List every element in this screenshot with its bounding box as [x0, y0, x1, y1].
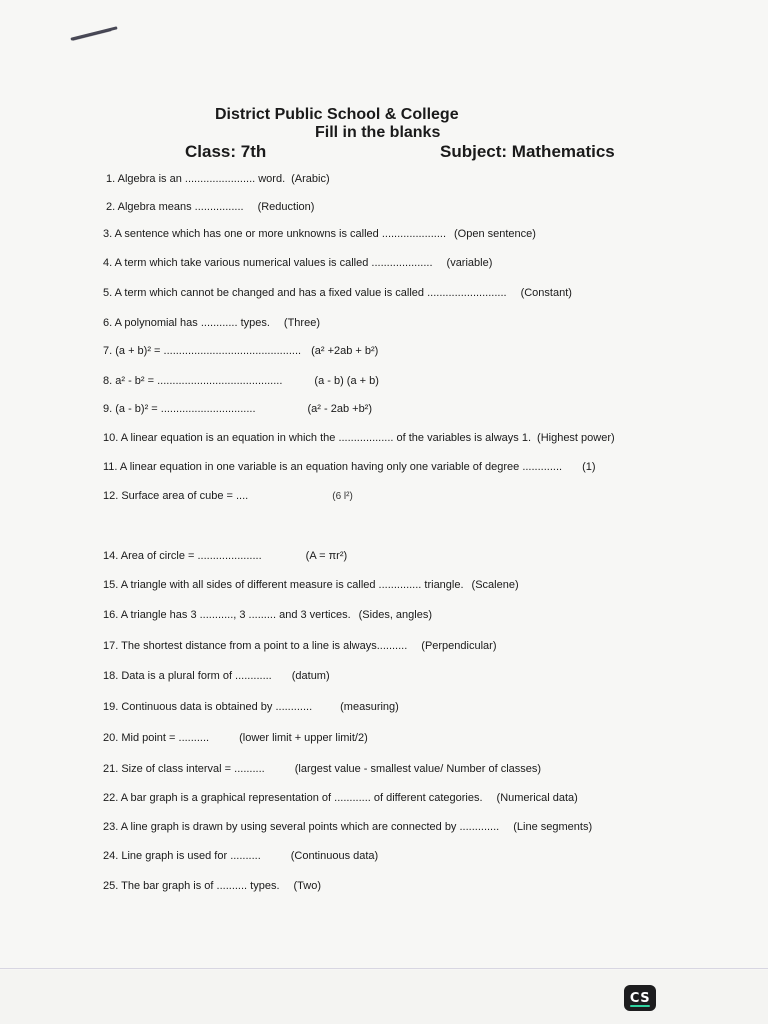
- question-answer: (Open sentence): [454, 228, 536, 240]
- question-text: 4. A term which take various numerical values is called ....................: [103, 257, 433, 269]
- question-answer: (measuring): [340, 701, 399, 713]
- question-18: [103, 669, 330, 683]
- question-15: [103, 578, 519, 592]
- question-23: [103, 820, 592, 834]
- question-8: [103, 374, 379, 388]
- question-answer: (variable): [446, 257, 493, 269]
- question-answer: (a - b) (a + b): [314, 375, 379, 387]
- question-text: 9. (a - b)² = ...............................: [103, 403, 256, 415]
- question-text: 12. Surface area of cube = ....: [103, 490, 249, 502]
- question-text: 15. A triangle with all sides of different measure is called .............. triangle.: [103, 579, 464, 591]
- question-answer: (Sides, angles): [358, 609, 433, 621]
- question-answer: (1): [582, 461, 596, 473]
- question-text: 6. A polynomial has ............ types.: [103, 317, 270, 329]
- question-10: [103, 431, 615, 445]
- question-text: 19. Continuous data is obtained by ............: [103, 701, 313, 713]
- question-text: 11. A linear equation in one variable is an equation having only one variable of degree .............: [103, 461, 563, 473]
- question-answer: (Arabic): [291, 173, 330, 185]
- question-17: [103, 639, 496, 653]
- question-text: 14. Area of circle = .....................: [103, 550, 262, 562]
- question-text: 18. Data is a plural form of ............: [103, 670, 272, 682]
- question-text: 17. The shortest distance from a point to a line is always..........: [103, 640, 408, 652]
- question-text: 1. Algebra is an ....................... word.: [106, 173, 286, 185]
- question-text: 21. Size of class interval = ..........: [103, 763, 265, 775]
- question-2: [106, 200, 314, 214]
- question-14: [103, 549, 347, 563]
- question-text: 16. A triangle has 3 ..........., 3 ......... and 3 vertices.: [103, 609, 351, 621]
- question-answer: (Line segments): [513, 821, 593, 833]
- question-text: 23. A line graph is drawn by using several points which are connected by .............: [103, 821, 500, 833]
- question-5: [103, 286, 572, 300]
- question-20: [103, 731, 368, 745]
- subject-label: Subject: Mathematics: [440, 142, 615, 161]
- page-edge: [0, 968, 768, 969]
- question-answer: (Three): [283, 317, 320, 329]
- question-text: 7. (a + b)² = .............................................: [103, 345, 302, 357]
- school-name: District Public School & College: [215, 106, 459, 123]
- question-answer: (6 l²): [332, 491, 353, 502]
- question-25: [103, 879, 321, 893]
- question-answer: (Highest power): [537, 432, 615, 444]
- question-answer: (A = πr²): [305, 550, 348, 562]
- question-answer: (Two): [293, 880, 321, 892]
- question-text: 8. a² - b² = .........................................: [103, 375, 283, 387]
- question-answer: (a² - 2ab +b²): [307, 403, 373, 415]
- question-4: [103, 256, 492, 270]
- question-answer: (Continuous data): [290, 850, 379, 862]
- question-answer: (Numerical data): [496, 792, 578, 804]
- question-answer: (largest value - smallest value/ Number of classes): [294, 763, 542, 775]
- question-text: 2. Algebra means ................: [106, 201, 244, 213]
- sheet-title: Fill in the blanks: [315, 124, 441, 141]
- question-22: [103, 791, 578, 805]
- question-1: [106, 172, 330, 186]
- question-answer: (Reduction): [257, 201, 315, 213]
- question-9: [103, 402, 372, 416]
- question-24: [103, 849, 378, 863]
- question-answer: (Constant): [520, 287, 572, 299]
- question-answer: (Perpendicular): [421, 640, 497, 652]
- question-answer: (datum): [291, 670, 330, 682]
- question-6: [103, 316, 320, 330]
- question-12: [103, 489, 353, 504]
- question-3: [103, 227, 536, 241]
- question-answer: (Scalene): [471, 579, 519, 591]
- question-answer: (lower limit + upper limit/2): [239, 732, 368, 744]
- question-text: 20. Mid point = ..........: [103, 732, 210, 744]
- question-text: 22. A bar graph is a graphical representation of ............ of different categories.: [103, 792, 483, 804]
- question-11: [103, 460, 596, 474]
- question-text: 10. A linear equation is an equation in which the .................. of the variables is always 1.: [103, 432, 532, 444]
- class-label: Class: 7th: [185, 142, 267, 161]
- question-text: 24. Line graph is used for ..........: [103, 850, 261, 862]
- question-text: 3. A sentence which has one or more unknowns is called .....................: [103, 228, 447, 240]
- camscanner-logo: [624, 985, 656, 1011]
- question-16: [103, 608, 432, 622]
- question-text: 25. The bar graph is of .......... types.: [103, 880, 280, 892]
- question-7: [103, 344, 378, 358]
- question-answer: (a² +2ab + b²): [311, 345, 379, 357]
- question-19: [103, 700, 399, 714]
- camscanner-logo-label: CS: [629, 990, 651, 1006]
- question-21: [103, 762, 541, 776]
- question-text: 5. A term which cannot be changed and has a fixed value is called ..........................: [103, 287, 507, 299]
